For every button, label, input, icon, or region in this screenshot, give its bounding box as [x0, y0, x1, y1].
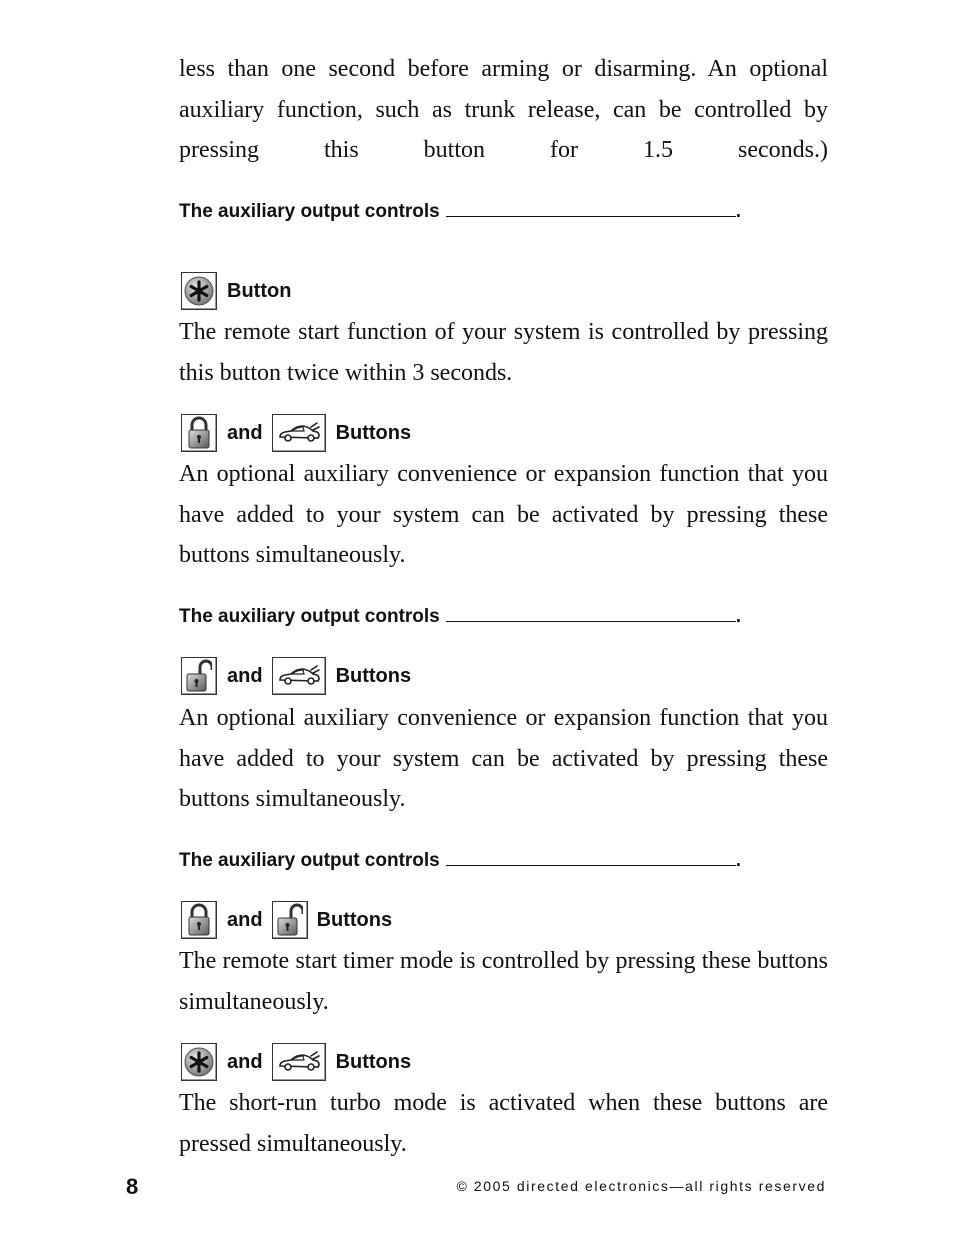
star-button-icon: [181, 1043, 217, 1081]
car-trunk-button-icon: [272, 414, 326, 452]
paragraph-aux-expansion-2: [179, 698, 828, 820]
heading-and-label: and: [227, 1050, 263, 1073]
heading-button-label: Button: [227, 279, 292, 302]
heading-star-car-buttons: [181, 1042, 419, 1082]
page-number: 8: [126, 1174, 139, 1199]
heading-buttons-label: Buttons: [316, 908, 393, 931]
fill-in-line-2: [179, 605, 741, 629]
paragraph-trunk-release: [179, 49, 828, 171]
fill-in-label: The auxiliary output controls: [179, 606, 440, 627]
paragraph-aux-expansion-1: [179, 454, 828, 576]
paragraph-turbo-mode: [179, 1083, 828, 1164]
heading-and-label: and: [227, 421, 263, 444]
paragraph-text: An optional auxiliary convenience or expansion function that you have added to your system can be activated by pressing these buttons simultaneously.: [179, 461, 828, 568]
copyright-notice: © 2005 directed electronics—all rights reserved: [456, 1178, 826, 1194]
car-trunk-button-icon: [272, 1043, 326, 1081]
paragraph-text: The remote start timer mode is controlled by pressing these buttons simultaneously.: [179, 948, 828, 1015]
heading-lock-unlock-buttons: [181, 900, 400, 940]
paragraph-text: The remote start function of your system is controlled by pressing this button twice within 3 seconds.: [179, 319, 828, 386]
heading-and-label: and: [227, 664, 263, 687]
unlock-button-icon: [181, 657, 217, 695]
unlock-button-icon: [272, 901, 308, 939]
fill-in-blank: [446, 605, 736, 622]
paragraph-remote-start: [179, 312, 828, 393]
fill-in-line-1: [179, 200, 741, 224]
paragraph-text: An optional auxiliary convenience or expansion function that you have added to your system can be activated by pressing these buttons simultaneously.: [179, 705, 828, 812]
lock-button-icon: [181, 901, 217, 939]
paragraph-text: less than one second before arming or disarming. An optional auxiliary function, such as trunk release, can be controlled by pressing this button for 1.5 seconds.): [179, 56, 828, 163]
fill-in-blank: [446, 849, 736, 866]
fill-in-line-3: [179, 849, 741, 873]
fill-in-blank: [446, 200, 736, 217]
fill-in-end-mark: .: [735, 850, 742, 871]
heading-unlock-car-buttons: [181, 656, 419, 696]
car-trunk-button-icon: [272, 657, 326, 695]
heading-buttons-label: Buttons: [335, 664, 412, 687]
heading-and-label: and: [227, 908, 263, 931]
heading-lock-car-buttons: [181, 413, 419, 453]
fill-in-label: The auxiliary output controls: [179, 201, 440, 222]
fill-in-label: The auxiliary output controls: [179, 850, 440, 871]
paragraph-text: The short-run turbo mode is activated when these buttons are pressed simultaneously.: [179, 1090, 828, 1157]
heading-buttons-label: Buttons: [335, 1050, 412, 1073]
paragraph-timer-mode: [179, 941, 828, 1022]
lock-button-icon: [181, 414, 217, 452]
fill-in-end-mark: .: [735, 201, 742, 222]
heading-buttons-label: Buttons: [335, 421, 412, 444]
fill-in-end-mark: .: [735, 606, 742, 627]
star-button-icon: [181, 272, 217, 310]
heading-star-button: [181, 271, 299, 311]
